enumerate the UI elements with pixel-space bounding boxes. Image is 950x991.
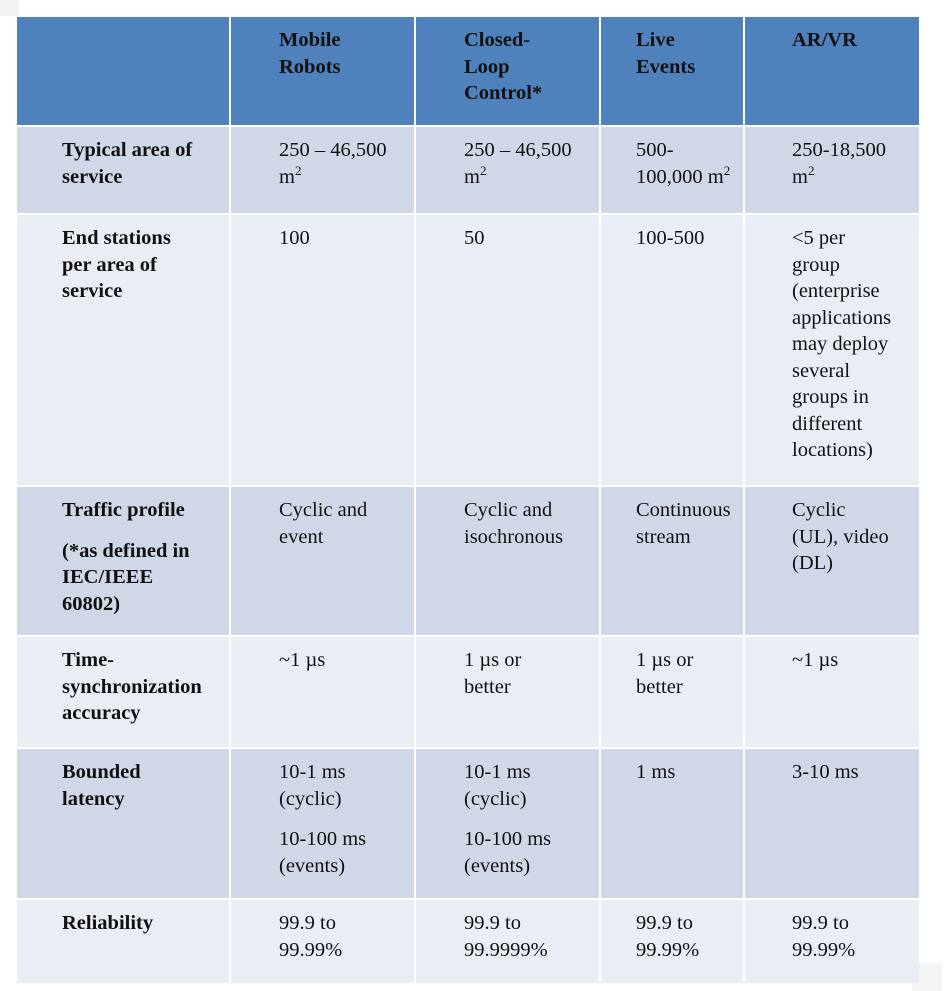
cell-line: ~1 µs [792,649,839,671]
cell-line: AR/VR [792,29,857,51]
row-label-note [62,538,229,618]
cell-line: may deploy [792,333,889,355]
table-cell [416,487,599,635]
cell-line: ~1 µs [279,649,326,671]
table-cell [745,637,919,747]
cell-line: m [279,165,295,188]
cell-line: latency [62,787,125,810]
column-header [17,17,229,125]
cell-line: 100-500 [636,227,705,249]
column-header [601,17,743,125]
cell-line: 10-1 ms [464,761,531,783]
table-cell [745,749,919,898]
table-cell [416,637,599,747]
table-cell [231,487,414,635]
cell-line: per area of [62,253,157,276]
cell-line: 99.9 to [636,912,693,934]
cell-line: Traffic profile [62,499,185,521]
cell-line: several [792,359,851,382]
cell-line: 50 [464,227,485,249]
table-cell [231,215,414,485]
cell-line: stream [636,525,691,548]
cell-line: different [792,412,863,435]
cell-line: 60802) [62,592,121,615]
table-cell [601,749,743,898]
table-row [17,749,919,898]
cell-line: 100 [279,227,310,249]
cell-line: service [62,280,123,302]
cell-line: 99.99% [636,938,700,961]
table-cell [231,127,414,213]
table-cell [601,127,743,213]
cell-line: Continuous [636,499,731,521]
cell-line: m [792,165,808,188]
cell-line: 250 – 46,500 [279,139,387,161]
table-row [17,215,919,485]
row-label [17,215,229,485]
cell-line: (events) [464,854,531,877]
row-label [17,637,229,747]
cell-line: IEC/IEEE [62,566,154,588]
row-label [17,749,229,898]
cell-line: Loop [464,55,510,78]
cell-line: 10-100 ms [464,828,552,850]
cell-line: 99.99% [279,938,343,961]
table-row [17,637,919,747]
cell-line: 10-1 ms [279,761,346,783]
cell-line: better [464,675,511,698]
superscript: 2 [294,162,302,178]
cell-line: (events) [279,854,346,877]
cell-line: (cyclic) [279,787,342,810]
cell-line: synchronization [62,675,202,698]
superscript: 2 [723,162,731,178]
cell-line: Typical area of [62,139,193,161]
cell-extra [464,826,599,879]
cell-line: Cyclic [792,499,846,521]
cell-line: 99.9 to [792,912,849,934]
requirements-table [15,15,921,985]
cell-line: 3-10 ms [792,761,859,783]
cell-line: 99.99% [792,938,856,961]
cell-line: isochronous [464,525,564,548]
cell-line: 500- [636,139,674,161]
table-cell [416,749,599,898]
table-cell [416,127,599,213]
cell-line: Cyclic and [464,499,553,521]
column-header [416,17,599,125]
cell-line: service [62,165,123,188]
cell-line: 250 – 46,500 [464,139,572,161]
table-cell [745,487,919,635]
table-cell [601,487,743,635]
cell-line: Control* [464,82,543,104]
table-cell [601,215,743,485]
row-label [17,127,229,213]
cell-line: group [792,253,840,276]
header-row [17,17,919,125]
superscript: 2 [807,162,815,178]
cell-line: <5 per [792,227,846,249]
cell-line: groups in [792,386,869,408]
cell-line: Robots [279,55,341,78]
cell-line: locations) [792,439,873,461]
cell-line: 10-100 ms [279,828,367,850]
cell-line: better [636,675,683,698]
table-cell [231,749,414,898]
corner-artifact [0,0,19,16]
cell-line: (cyclic) [464,787,527,810]
column-header [231,17,414,125]
cell-extra [279,826,414,879]
table-row [17,127,919,213]
superscript: 2 [479,162,487,178]
cell-line: Closed- [464,29,531,51]
table-cell [745,127,919,213]
cell-line: 99.9999% [464,938,548,961]
cell-line: 100,000 m [636,165,724,188]
cell-line: event [279,525,324,548]
cell-line: Mobile [279,29,341,51]
cell-line: Time- [62,649,115,671]
cell-line: Reliability [62,912,154,934]
cell-line: (*as defined in [62,539,190,562]
column-header [745,17,919,125]
cell-line: 99.9 to [279,912,336,934]
cell-line: applications [792,306,892,329]
cell-line: Cyclic and [279,499,368,521]
row-label [17,900,229,983]
table-cell [601,637,743,747]
table-row [17,487,919,635]
cell-line: End stations [62,227,171,249]
cell-line: m [464,165,480,188]
cell-line: 1 µs or [636,649,694,671]
cell-line: (UL), video [792,525,889,548]
cell-line: 250-18,500 [792,139,886,161]
cell-line: Live [636,29,675,51]
table-cell [416,900,599,983]
table-cell [231,900,414,983]
table-cell [231,637,414,747]
table-cell [745,900,919,983]
cell-line: accuracy [62,702,141,724]
cell-line: Bounded [62,761,141,783]
cell-line: Events [636,55,696,78]
table-cell [416,215,599,485]
table-cell [601,900,743,983]
row-label [17,487,229,635]
cell-line: (enterprise [792,280,880,302]
cell-line: 99.9 to [464,912,521,934]
table-cell [745,215,919,485]
table-row [17,900,919,983]
cell-line: 1 ms [636,761,676,783]
cell-line: (DL) [792,552,833,574]
cell-line: 1 µs or [464,649,522,671]
